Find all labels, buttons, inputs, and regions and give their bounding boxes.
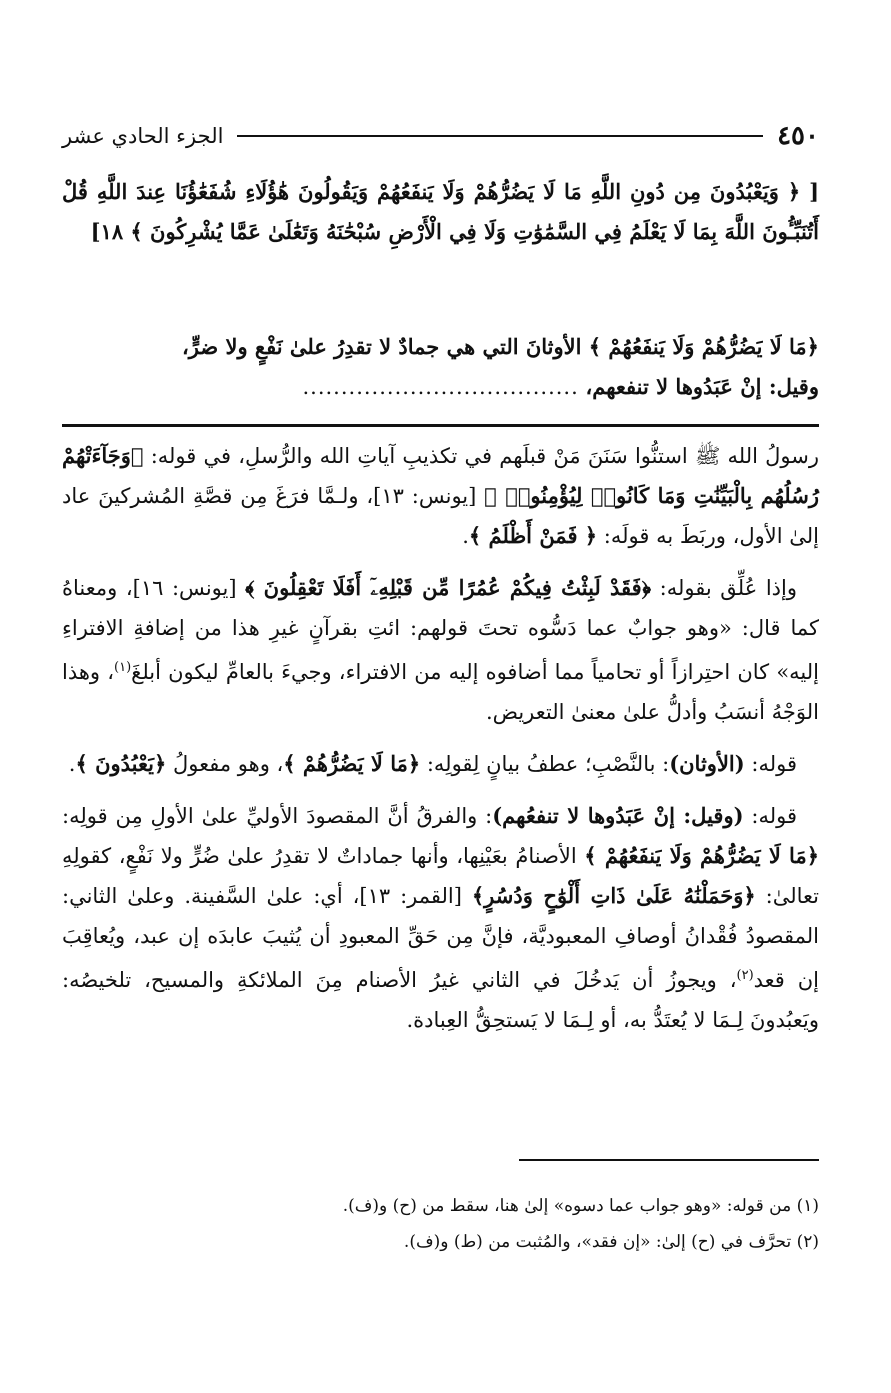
quran-quote: ﴿يَعْبُدُونَ ﴾ [75, 751, 167, 776]
sharh-text: قوله: [744, 752, 797, 776]
quran-quote: ﴿مَا لَا يَضُرُّهُمْ ﴾ [283, 751, 421, 776]
page-number: ٤٥٠ [777, 121, 819, 151]
running-title: الجزء الحادي عشر [62, 124, 224, 148]
lemma: (وقيل: إنْ عَبَدُوها لا تنفعُهم) [492, 803, 744, 828]
sharh-text: [يونس: ١٣]، ولـمَّا فرَغَ مِن قصَّةِ المُشركينَ عاد إلىٰ الأول، وربَطَ به قولَه: [62, 484, 819, 548]
section-divider [62, 424, 819, 427]
commentary-block [62, 327, 819, 407]
page-header [62, 116, 819, 156]
quran-quote: ﴿فَقَدْ لَبِثْتُ فِيكُمْ عُمُرًا مِّن قَبْلِهِۦٓ أَفَلَا تَعْقِلُونَ ﴾ [245, 575, 652, 600]
footnotes [62, 1188, 819, 1260]
sharh-text: : والفرقُ أنَّ المقصودَ الأوليِّ علىٰ الأولِ مِن قولِه: [62, 804, 493, 828]
commentary-quote: ﴿مَا لَا يَضُرُّهُمْ وَلَا يَنفَعُهُمْ ﴾ [588, 334, 819, 359]
sharh-block [62, 436, 819, 1052]
commentary-text-2: وقيل: إنْ عَبَدُوها لا تنفعهم، [585, 374, 819, 399]
header-rule [237, 135, 763, 137]
sharh-paragraph [62, 436, 819, 556]
sharh-paragraph [62, 796, 819, 1040]
sharh-text: ، وهذا الوَجْهُ أنسَبُ وأدلُّ علىٰ معنىٰ التعريض. [62, 660, 819, 724]
sharh-text: قوله: [743, 804, 797, 828]
footnote-rule [519, 1159, 819, 1161]
sharh-text: [القمر: ١٣]، أي: علىٰ السَّفينة. وعلىٰ الثاني: المقصودُ فُقْدانُ أوصافِ المعبوديَّة، فإنَّ مِن حَقِّ المعبودِ أن يُثيبَ عابدَه إن عبد، ويُعاقِبَ إن قعد [62, 884, 820, 992]
sharh-text: . [462, 524, 469, 548]
sharh-text: الأصنامُ بعَيْنِها، وأنها جماداتٌ لا تقدِرُ علىٰ ضُرٍّ ولا نَفْعٍ، كقولِهِ تعالىٰ: [62, 844, 820, 908]
verse-ref: ١٨] [90, 219, 124, 244]
verse-open-bracket: [ [809, 179, 819, 204]
verse-text: ﴿ وَيَعْبُدُونَ مِن دُونِ اللَّهِ مَا لَا يَضُرُّهُمْ وَلَا يَنفَعُهُمْ وَيَقُولُونَ هَٰؤُلَاءِ شُفَعَٰؤُنَا عِندَ اللَّهِ قُلْ أَتُنَبِّـُٔونَ اللَّهَ بِمَا لَا يَعْلَمُ فِي السَّمَٰوَٰتِ وَلَا فِي الْأَرْضِ سُبْحَٰنَهُ وَتَعَٰلَىٰ عَمَّا يُشْرِكُونَ ﴾ [62, 179, 819, 244]
verse-block [62, 172, 819, 252]
sharh-text: . [68, 752, 76, 776]
footnote-marker: (١) [114, 660, 132, 675]
sharh-text: : بالنَّصْبِ؛ عطفُ بيانٍ لِقولِه: [420, 752, 670, 776]
footnote-1: (١) من قوله: «وهو جواب عما دسوه» إلىٰ هنا، سقط من (ح) و(ف). [342, 1196, 819, 1216]
sharh-paragraph [62, 744, 819, 784]
sharh-text: وإذا عُلِّق بقوله: [651, 576, 798, 600]
footnote-2: (٢) تحرَّف في (ح) إلىٰ: «إن فقد»، والمُثبت من (ط) و(ف). [403, 1232, 819, 1252]
page [62, 0, 819, 1393]
sharh-paragraph [62, 568, 819, 732]
lemma: (الأوثان) [669, 751, 745, 776]
sharh-text: ، وهو مفعولُ [166, 752, 284, 776]
quran-quote: ﴿ فَمَنْ أَظْلَمُ ﴾ [468, 523, 598, 548]
sharh-text: ، ويجوزُ أن يَدخُلَ في الثاني غيرُ الأصنام مِنَ الملائكةِ والمسيح، تلخيصُه: ويَعبُدونَ لِـمَا لا يُعتَدُّ به، أو لِـمَا لا يَستحِقُّ العِبادة. [62, 968, 819, 1032]
quran-quote: ﴿وَحَمَلْنَٰهُ عَلَىٰ ذَاتِ أَلْوَٰحٍ وَدُسُرٍ﴾ [471, 883, 756, 908]
commentary-dots: .................................... [302, 375, 579, 399]
quran-quote: ﴿وَجَآءَتْهُمْ رُسُلُهُم بِالْبَيِّنَٰتِ وَمَا كَانُوا۟ لِيُؤْمِنُوا۟ ﴾ [62, 443, 819, 508]
sharh-text: [يونس: ١٦]، ومعناهُ كما قال: «وهو جوابٌ عما دَسُّوه تحتَ قولهم: ائتِ بقرآنٍ غيرِ هذا من إضافةِ الافتراءِ إليه» كان احتِرازاً أو تحامياً مما أضافوه إليه من الافتراء، وجيءَ بالعامِّ ليكون أبلغَ [62, 576, 819, 684]
quran-quote: ﴿مَا لَا يَضُرُّهُمْ وَلَا يَنفَعُهُمْ ﴾ [584, 843, 819, 868]
footnote-marker: (٢) [736, 968, 754, 983]
sharh-text: رسولُ الله ﷺ استنُّوا سَنَنَ مَنْ قبلَهم في تكذيبِ آياتِ الله والرُّسلِ، في قوله: [143, 444, 819, 468]
commentary-text-1: الأوثانَ التي هي جمادٌ لا تقدِرُ علىٰ نَفْعٍ ولا ضرٍّ، [181, 334, 589, 359]
